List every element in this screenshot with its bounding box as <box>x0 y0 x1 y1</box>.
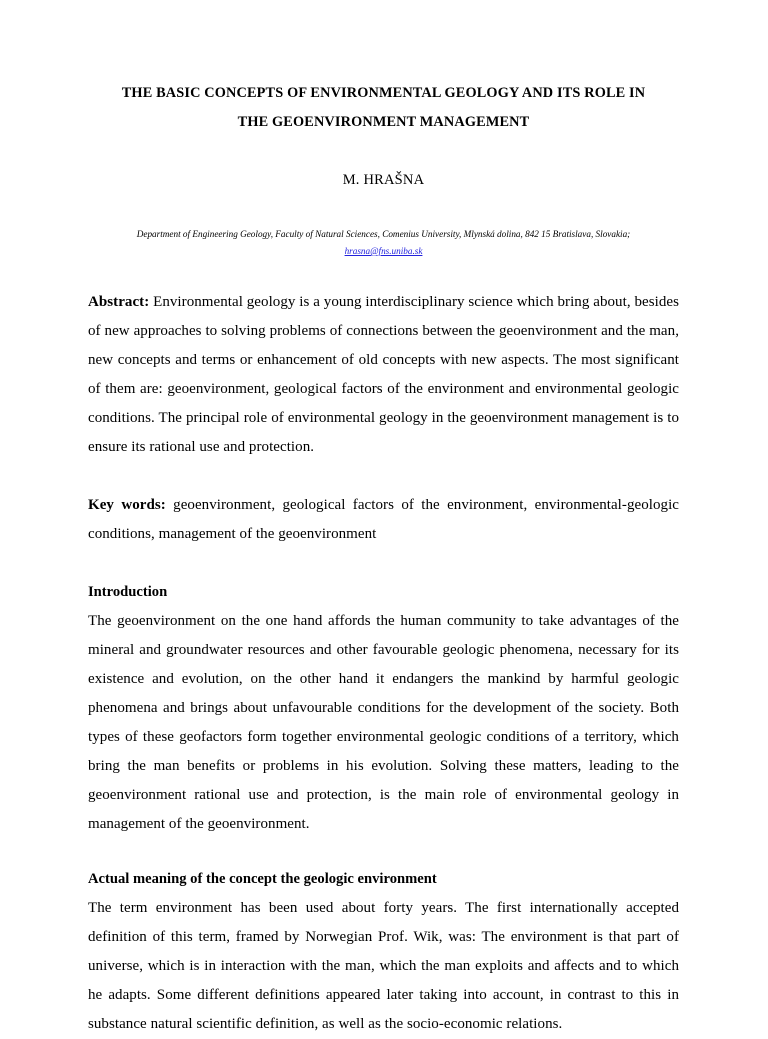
author-affiliation <box>88 190 679 260</box>
keywords-label: Key words: <box>88 497 166 513</box>
section-body-introduction: The geoenvironment on the one hand affords the human community to take advantages of the mineral and groundwater resources and other favourable geologic phenomena, necessary for its existence and evolution, on the other hand it endangers the mankind by harmful geologic phenomena and brings about unfavourable conditions for the development of the society. Both types of these geofactors form together environmental geologic conditions of a territory, which bring the man benefits or problems in his evolution. Solving these matters, leading to the geoenvironment rational use and protection, is the main role of environmental geology in management of the geoenvironment. <box>88 613 679 832</box>
page-title <box>88 0 679 137</box>
abstract-text: Environmental geology is a young interdisciplinary science which bring about, besides of new approaches to solving problems of connections between the geoenvironment and the man, new concepts and terms or enhancement of old concepts with new aspects. The most significant of them are: geoenvironment, geological factors of the environment and environmental geologic conditions. The principal role of environmental geology in the geoenvironment management is to ensure its rational use and protection. <box>88 294 679 455</box>
title-line-1: THE BASIC CONCEPTS OF ENVIRONMENTAL GEOLOGY AND ITS ROLE IN <box>121 85 646 101</box>
keywords-text: geoenvironment, geological factors of the environment, environmental-geologic conditions, management of the geoenvironment <box>88 497 679 542</box>
affiliation-text: Department of Engineering Geology, Faculty of Natural Sciences, Comenius University, Mlynská dolina, 842 15 Bratislava, Slovakia; <box>136 229 631 239</box>
keywords-paragraph <box>88 462 679 549</box>
abstract-label: Abstract: <box>88 294 150 310</box>
author-email-link[interactable]: hrasna@fns.uniba.sk <box>344 246 423 256</box>
title-line-2: THE GEOENVIRONMENT MANAGEMENT <box>237 114 530 130</box>
section-heading-actual-meaning: Actual meaning of the concept the geologic environment <box>88 871 437 887</box>
document-content-column <box>88 0 679 1039</box>
author-name: M. HRAŠNA <box>342 172 425 188</box>
section-body-actual-meaning: The term environment has been used about forty years. The first internationally accepted definition of this term, framed by Norwegian Prof. Wik, was: The environment is that part of universe, which is in interaction with the man, which the man exploits and affects and to which he adapts. Some different definitions appeared later taking into account, in contrast to this in substance natural scientific definition, as well as the socio-economic relations. <box>88 900 679 1032</box>
section-heading-introduction: Introduction <box>88 584 168 600</box>
abstract-paragraph <box>88 260 679 462</box>
